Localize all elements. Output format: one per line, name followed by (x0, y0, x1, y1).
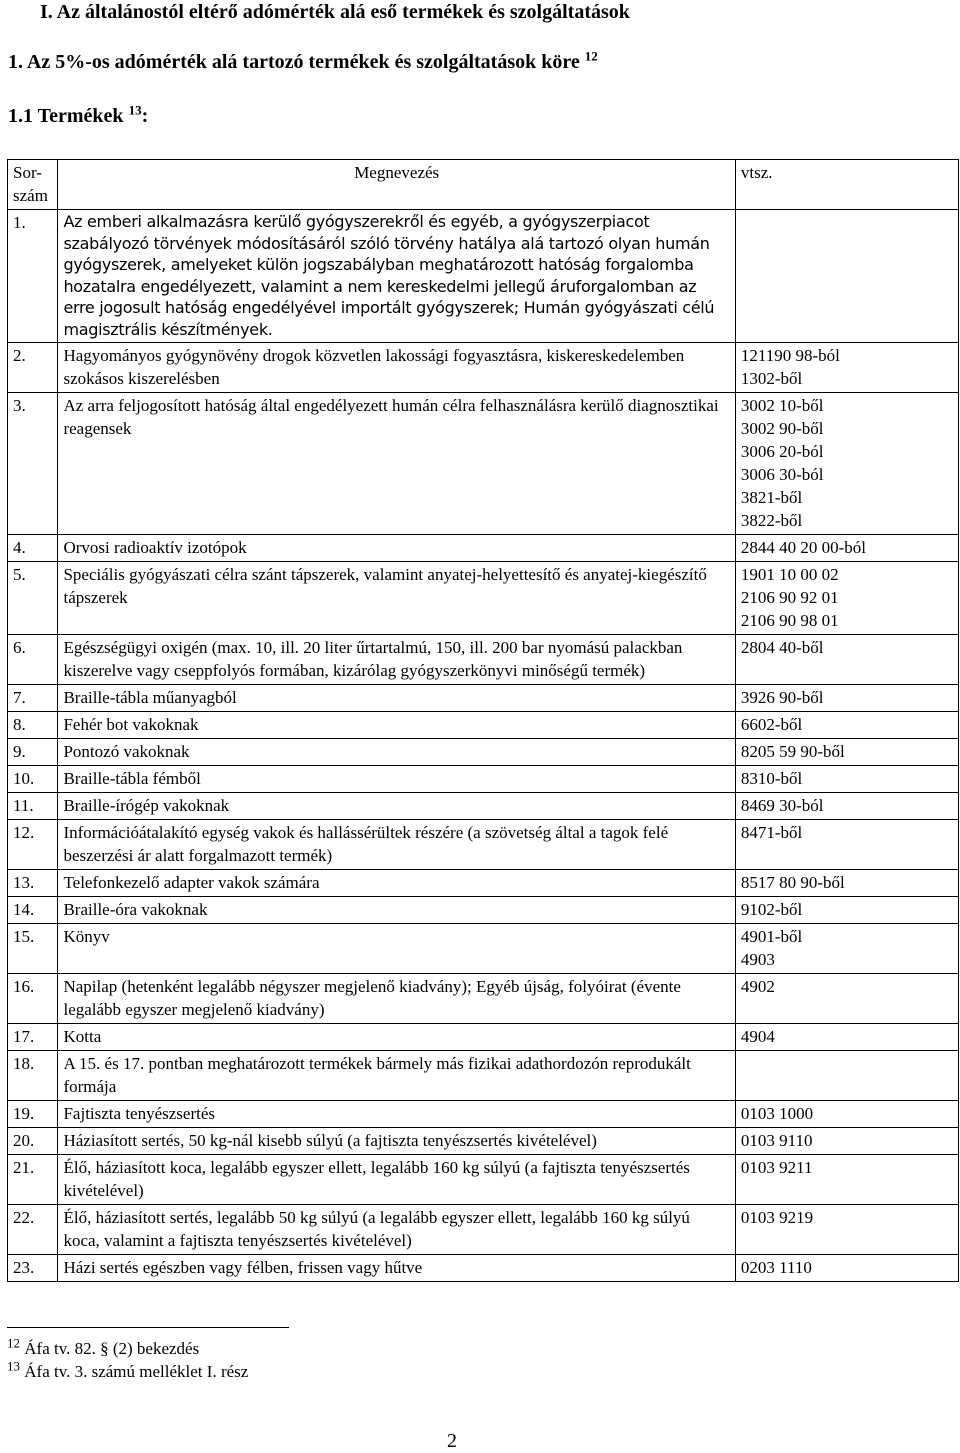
row-number: 10. (8, 766, 58, 793)
table-row (8, 924, 959, 974)
vtsz-code: 1901 10 00 02 (740, 565, 839, 584)
row-number: 19. (8, 1101, 58, 1128)
vtsz-code: 3821-ből (740, 488, 803, 507)
table-row (8, 820, 959, 870)
row-name: Hagyományos gyógynövény drogok közvetlen lakossági fogyasztásra, kiskereskedelemben szokásos kiszerelésben (58, 343, 735, 393)
row-number: 8. (8, 712, 58, 739)
row-number: 18. (8, 1051, 58, 1101)
row-number: 4. (8, 535, 58, 562)
table-row (8, 974, 959, 1024)
vtsz-code: 8205 59 90-ből (740, 742, 845, 761)
row-vtsz (735, 870, 958, 897)
subsection-heading: 1. Az 5%-os adómérték alá tartozó termékek és szolgáltatások köre $^{12}$ (8, 48, 598, 73)
row-number: 22. (8, 1205, 58, 1255)
vtsz-code: 3006 20-ból (740, 442, 824, 461)
row-name: Könyv (58, 924, 735, 974)
vtsz-code: 2844 40 20 00-ból (740, 538, 867, 557)
row-name: Fehér bot vakoknak (58, 712, 735, 739)
row-number: 21. (8, 1155, 58, 1205)
table-row (8, 1128, 959, 1155)
table-row (8, 1051, 959, 1101)
vtsz-code: 4904 (740, 1027, 775, 1046)
table-row (8, 766, 959, 793)
row-number: 14. (8, 897, 58, 924)
page-number: 2 (447, 1430, 457, 1452)
row-vtsz (735, 1051, 958, 1101)
table-row (8, 685, 959, 712)
row-number: 3. (8, 393, 58, 535)
row-vtsz (735, 974, 958, 1024)
row-number: 17. (8, 1024, 58, 1051)
vtsz-code: 4902 (740, 977, 775, 996)
vtsz-code: 1302-ből (740, 369, 803, 388)
row-number: 23. (8, 1255, 58, 1282)
row-name: Orvosi radioaktív izotópok (58, 535, 735, 562)
row-name: Házi sertés egészben vagy félben, frissen vagy hűtve (58, 1255, 735, 1282)
row-name: A 15. és 17. pontban meghatározott termékek bármely más fizikai adathordozón reprodukált formája (58, 1051, 735, 1101)
row-vtsz (735, 535, 958, 562)
vtsz-code: 4901-ből (740, 927, 803, 946)
row-name: Telefonkezelő adapter vakok számára (58, 870, 735, 897)
row-number: 15. (8, 924, 58, 974)
row-name: Braille-tábla műanyagból (58, 685, 735, 712)
row-vtsz (735, 343, 958, 393)
vtsz-code: 3926 90-ből (740, 688, 824, 707)
vtsz-code: 3006 30-ból (740, 465, 824, 484)
row-vtsz (735, 1155, 958, 1205)
table-row (8, 1101, 959, 1128)
row-vtsz (735, 685, 958, 712)
row-name: Egészségügyi oxigén (max. 10, ill. 20 liter űrtartalmú, 150, ill. 200 bar nyomású palackban kiszerelve vagy cseppfolyós formában, kizárólag gyógyszerkönyvi minőségű termék) (58, 635, 735, 685)
header-vtsz: vtsz. (735, 160, 958, 210)
row-vtsz (735, 739, 958, 766)
table-row (8, 1255, 959, 1282)
products-table (7, 159, 959, 1282)
table-row (8, 739, 959, 766)
table-row (8, 1155, 959, 1205)
vtsz-code: 9102-ből (740, 900, 803, 919)
vtsz-code: 0203 1110 (740, 1258, 812, 1277)
vtsz-code: 8469 30-ból (740, 796, 824, 815)
vtsz-code: 3002 90-ből (740, 419, 824, 438)
row-number: 9. (8, 739, 58, 766)
header-num: Sor- szám (8, 160, 58, 210)
row-vtsz (735, 562, 958, 635)
vtsz-code: 0103 9110 (740, 1131, 813, 1150)
row-number: 11. (8, 793, 58, 820)
row-number: 2. (8, 343, 58, 393)
vtsz-code: 0103 9219 (740, 1208, 814, 1227)
vtsz-code: 2106 90 98 01 (740, 611, 839, 630)
row-vtsz (735, 1205, 958, 1255)
row-name: Információátalakító egység vakok és hallássérültek részére (a szövetség által a tagok felé beszerzési ár alatt forgalmazott termék) (58, 820, 735, 870)
vtsz-code: 2804 40-ből (740, 638, 824, 657)
row-name: Élő, háziasított sertés, legalább 50 kg súlyú (a legalább egyszer ellett, legalább 160 kg súlyú koca, valamint a fajtiszta tenyészsertés kivételével) (58, 1205, 735, 1255)
footnote-ref-12[interactable]: 12 (584, 48, 598, 64)
row-name: Pontozó vakoknak (58, 739, 735, 766)
vtsz-code: 6602-ből (740, 715, 803, 734)
row-number: 7. (8, 685, 58, 712)
table-row (8, 897, 959, 924)
table-row (8, 210, 959, 343)
vtsz-code: 3002 10-ből (740, 396, 824, 415)
vtsz-code: 0103 9211 (740, 1158, 813, 1177)
footnote-ref-13[interactable]: 13 (128, 102, 142, 118)
row-vtsz (735, 635, 958, 685)
row-name: Kotta (58, 1024, 735, 1051)
table-row (8, 712, 959, 739)
products-heading: 1.1 Termékek $^{13}$: (8, 102, 149, 127)
row-name: Az arra feljogosított hatóság által engedélyezett humán célra felhasználásra kerülő diagnosztikai reagensek (58, 393, 735, 535)
row-name: Az emberi alkalmazásra kerülő gyógyszerekről és egyéb, a gyógyszerpiacot szabályozó törvények módosításáról szóló törvény hatálya alá tartozó olyan humán gyógyszerek, amelyeket külön jogszabályban meghatározott hatóság forgalomba hozatalra engedélyezett, valamint a nem kereskedelmi jellegű áruforgalomban az erre jogosult hatóság engedélyével importált gyógyszerek; Humán gyógyászati célú magisztrális készítmények. (58, 210, 735, 343)
table-row (8, 870, 959, 897)
row-name: Háziasított sertés, 50 kg-nál kisebb súlyú (a fajtiszta tenyészsertés kivételével) (58, 1128, 735, 1155)
vtsz-code: 8310-ből (740, 769, 803, 788)
vtsz-code: 8471-ből (740, 823, 803, 842)
row-name: Speciális gyógyászati célra szánt tápszerek, valamint anyatej-helyettesítő és anyatej-kiegészítő tápszerek (58, 562, 735, 635)
section-heading: I. Az általánostól eltérő adómérték alá eső termékek és szolgáltatások (40, 1, 630, 23)
row-number: 16. (8, 974, 58, 1024)
row-vtsz (735, 1101, 958, 1128)
table-row (8, 393, 959, 535)
row-name: Braille-írógép vakoknak (58, 793, 735, 820)
row-vtsz (735, 210, 958, 343)
row-vtsz (735, 1024, 958, 1051)
row-name: Braille-óra vakoknak (58, 897, 735, 924)
row-vtsz (735, 1255, 958, 1282)
vtsz-code: 8517 80 90-ből (740, 873, 845, 892)
header-name: Megnevezés (58, 160, 735, 210)
row-number: 12. (8, 820, 58, 870)
row-vtsz (735, 897, 958, 924)
row-vtsz (735, 820, 958, 870)
table-row (8, 562, 959, 635)
row-number: 20. (8, 1128, 58, 1155)
vtsz-code: 4903 (740, 950, 775, 969)
row-vtsz (735, 766, 958, 793)
row-number: 1. (8, 210, 58, 343)
row-name: Napilap (hetenként legalább négyszer megjelenő kiadvány); Egyéb újság, folyóirat (évente legalább egyszer megjelenő kiadvány) (58, 974, 735, 1024)
row-vtsz (735, 793, 958, 820)
footnote-13: $^{13}$ Áfa tv. 3. számú melléklet I. rész (7, 1358, 249, 1381)
row-name: Braille-tábla fémből (58, 766, 735, 793)
table-row (8, 535, 959, 562)
vtsz-code: 2106 90 92 01 (740, 588, 839, 607)
table-header-row (8, 160, 959, 210)
row-name: Fajtiszta tenyészsertés (58, 1101, 735, 1128)
table-row (8, 1205, 959, 1255)
row-vtsz (735, 712, 958, 739)
table-row (8, 343, 959, 393)
row-vtsz (735, 924, 958, 974)
table-row (8, 793, 959, 820)
footnote-12: $^{12}$ Áfa tv. 82. § (2) bekezdés (7, 1335, 200, 1358)
row-vtsz (735, 1128, 958, 1155)
row-number: 5. (8, 562, 58, 635)
row-vtsz (735, 393, 958, 535)
vtsz-code: 121190 98-ból (740, 346, 840, 365)
footnote-separator (7, 1327, 289, 1328)
row-number: 6. (8, 635, 58, 685)
vtsz-code: 0103 1000 (740, 1104, 814, 1123)
row-name: Élő, háziasított koca, legalább egyszer ellett, legalább 160 kg súlyú (a fajtiszta tenyészsertés kivételével) (58, 1155, 735, 1205)
table-row (8, 1024, 959, 1051)
vtsz-code: 3822-ből (740, 511, 803, 530)
row-number: 13. (8, 870, 58, 897)
table-row (8, 635, 959, 685)
